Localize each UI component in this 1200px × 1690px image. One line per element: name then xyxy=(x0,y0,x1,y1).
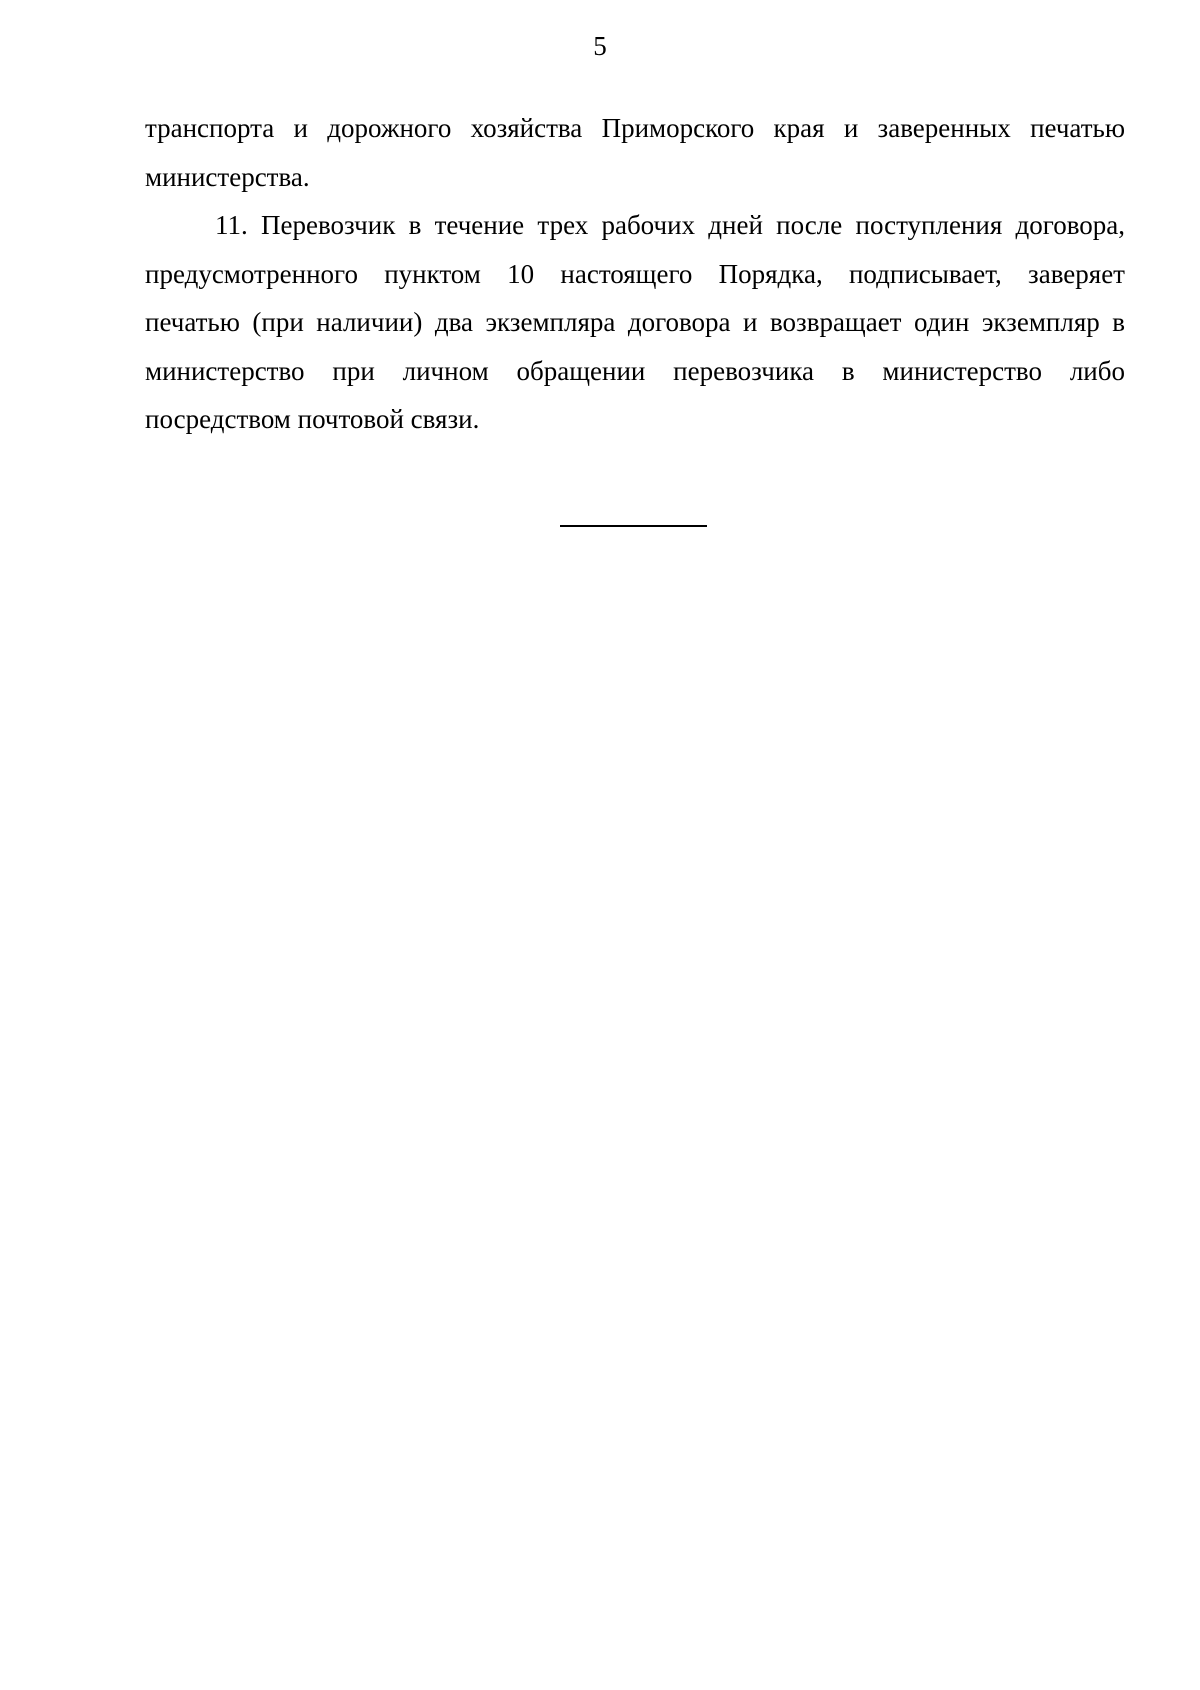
text-line: посредством почтовой связи. xyxy=(145,404,480,434)
document-body xyxy=(145,104,1125,444)
page-number: 5 xyxy=(593,31,607,61)
text-line: министерства. xyxy=(145,161,310,192)
text-line: министерство при личном обращении перевозчика в министерство либо xyxy=(145,355,1125,386)
text-line: 11. Перевозчик в течение трех рабочих дней после поступления договора, xyxy=(215,210,1125,240)
paragraph-item-11 xyxy=(145,201,1125,444)
end-separator-line xyxy=(560,525,707,527)
paragraph-continuation xyxy=(145,104,1125,201)
text-line: транспорта и дорожного хозяйства Приморского края и заверенных печатью xyxy=(145,113,1125,143)
text-line: печатью (при наличии) два экземпляра договора и возвращает один экземпляр в xyxy=(145,307,1125,337)
text-line: предусмотренного пунктом 10 настоящего Порядка, подписывает, заверяет xyxy=(145,258,1125,289)
